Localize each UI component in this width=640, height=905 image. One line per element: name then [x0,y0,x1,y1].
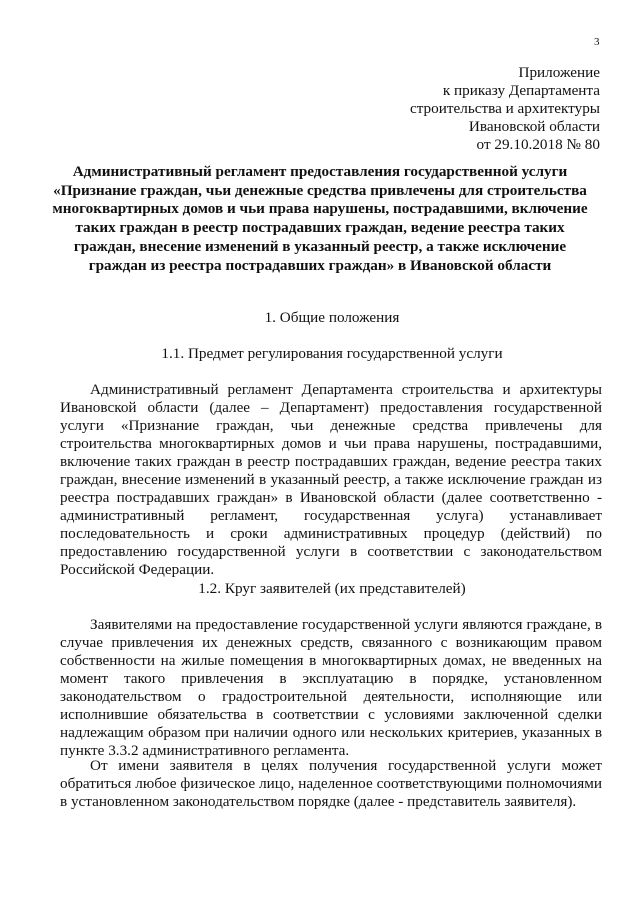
appendix-line: Приложение [518,64,600,81]
paragraph [60,616,602,760]
paragraph-text: Административный регламент Департамента строительства и архитектуры Ивановской области (далее – Департамент) предоставления государственной услуги «Признание граждан, чьи денежные средства привлечены для строительства многоквартирных домов и чьи права нарушены, пострадавшими, включение таких граждан в реестр пострадавших граждан, ведение реестра таких граждан, внесение изменений в указанный реестр, а также исключение граждан из реестра пострадавших граждан» в Ивановской области (далее соответственно - административный регламент, государственная услуга) устанавливает последовательность и сроки административных процедур (действий) по предоставлению государственной услуги в соответствии с законодательством Российской Федерации. [60,381,602,578]
subsection-heading: 1.2. Круг заявителей (их представителей) [198,580,466,597]
appendix-block [410,64,600,154]
appendix-line: строительства и архитектуры [409,100,600,117]
section-heading: 1. Общие положения [264,309,400,326]
subsection-heading: 1.1. Предмет регулирования государственной услуги [161,345,503,362]
appendix-line: к приказу Департамента [442,82,600,99]
document-title: Административный регламент предоставления государственной услуги «Признание граждан, чьи денежные средства привлечены для строительства многоквартирных домов и чьи права нарушены, пострадавшими, включение таких граждан в реестр пострадавших граждан, ведение реестра таких граждан, внесение изменений в указанный реестр, а также исключение граждан из реестра пострадавших граждан» в Ивановской области [52,163,588,274]
appendix-line: Ивановской области [468,118,600,135]
appendix-date-line: от 29.10.2018 № 80 [476,136,600,153]
paragraph-text: Заявителями на предоставление государственной услуги являются граждане, в случае привлечения их денежных средств, связанного с возникающим правом собственности на жилые помещения в многоквартирных домах, не введенных на момент такого привлечения в эксплуатацию в порядке, установленном законодательством о градостроительной деятельности, исполняющие или исполнившие обязательства в соответствии с условиями заключенной сделки надлежащим образом при наличии одного или нескольких критериев, указанных в пункте 3.3.2 административного регламента. [60,616,602,759]
paragraph [60,381,602,579]
paragraph [60,757,602,811]
page-number: 3 [594,36,600,48]
paragraph-text: От имени заявителя в целях получения государственной услуги может обратиться любое физическое лицо, наделенное соответствующими полномочиями в установленном законодательством порядке (далее - представитель заявителя). [60,757,602,810]
